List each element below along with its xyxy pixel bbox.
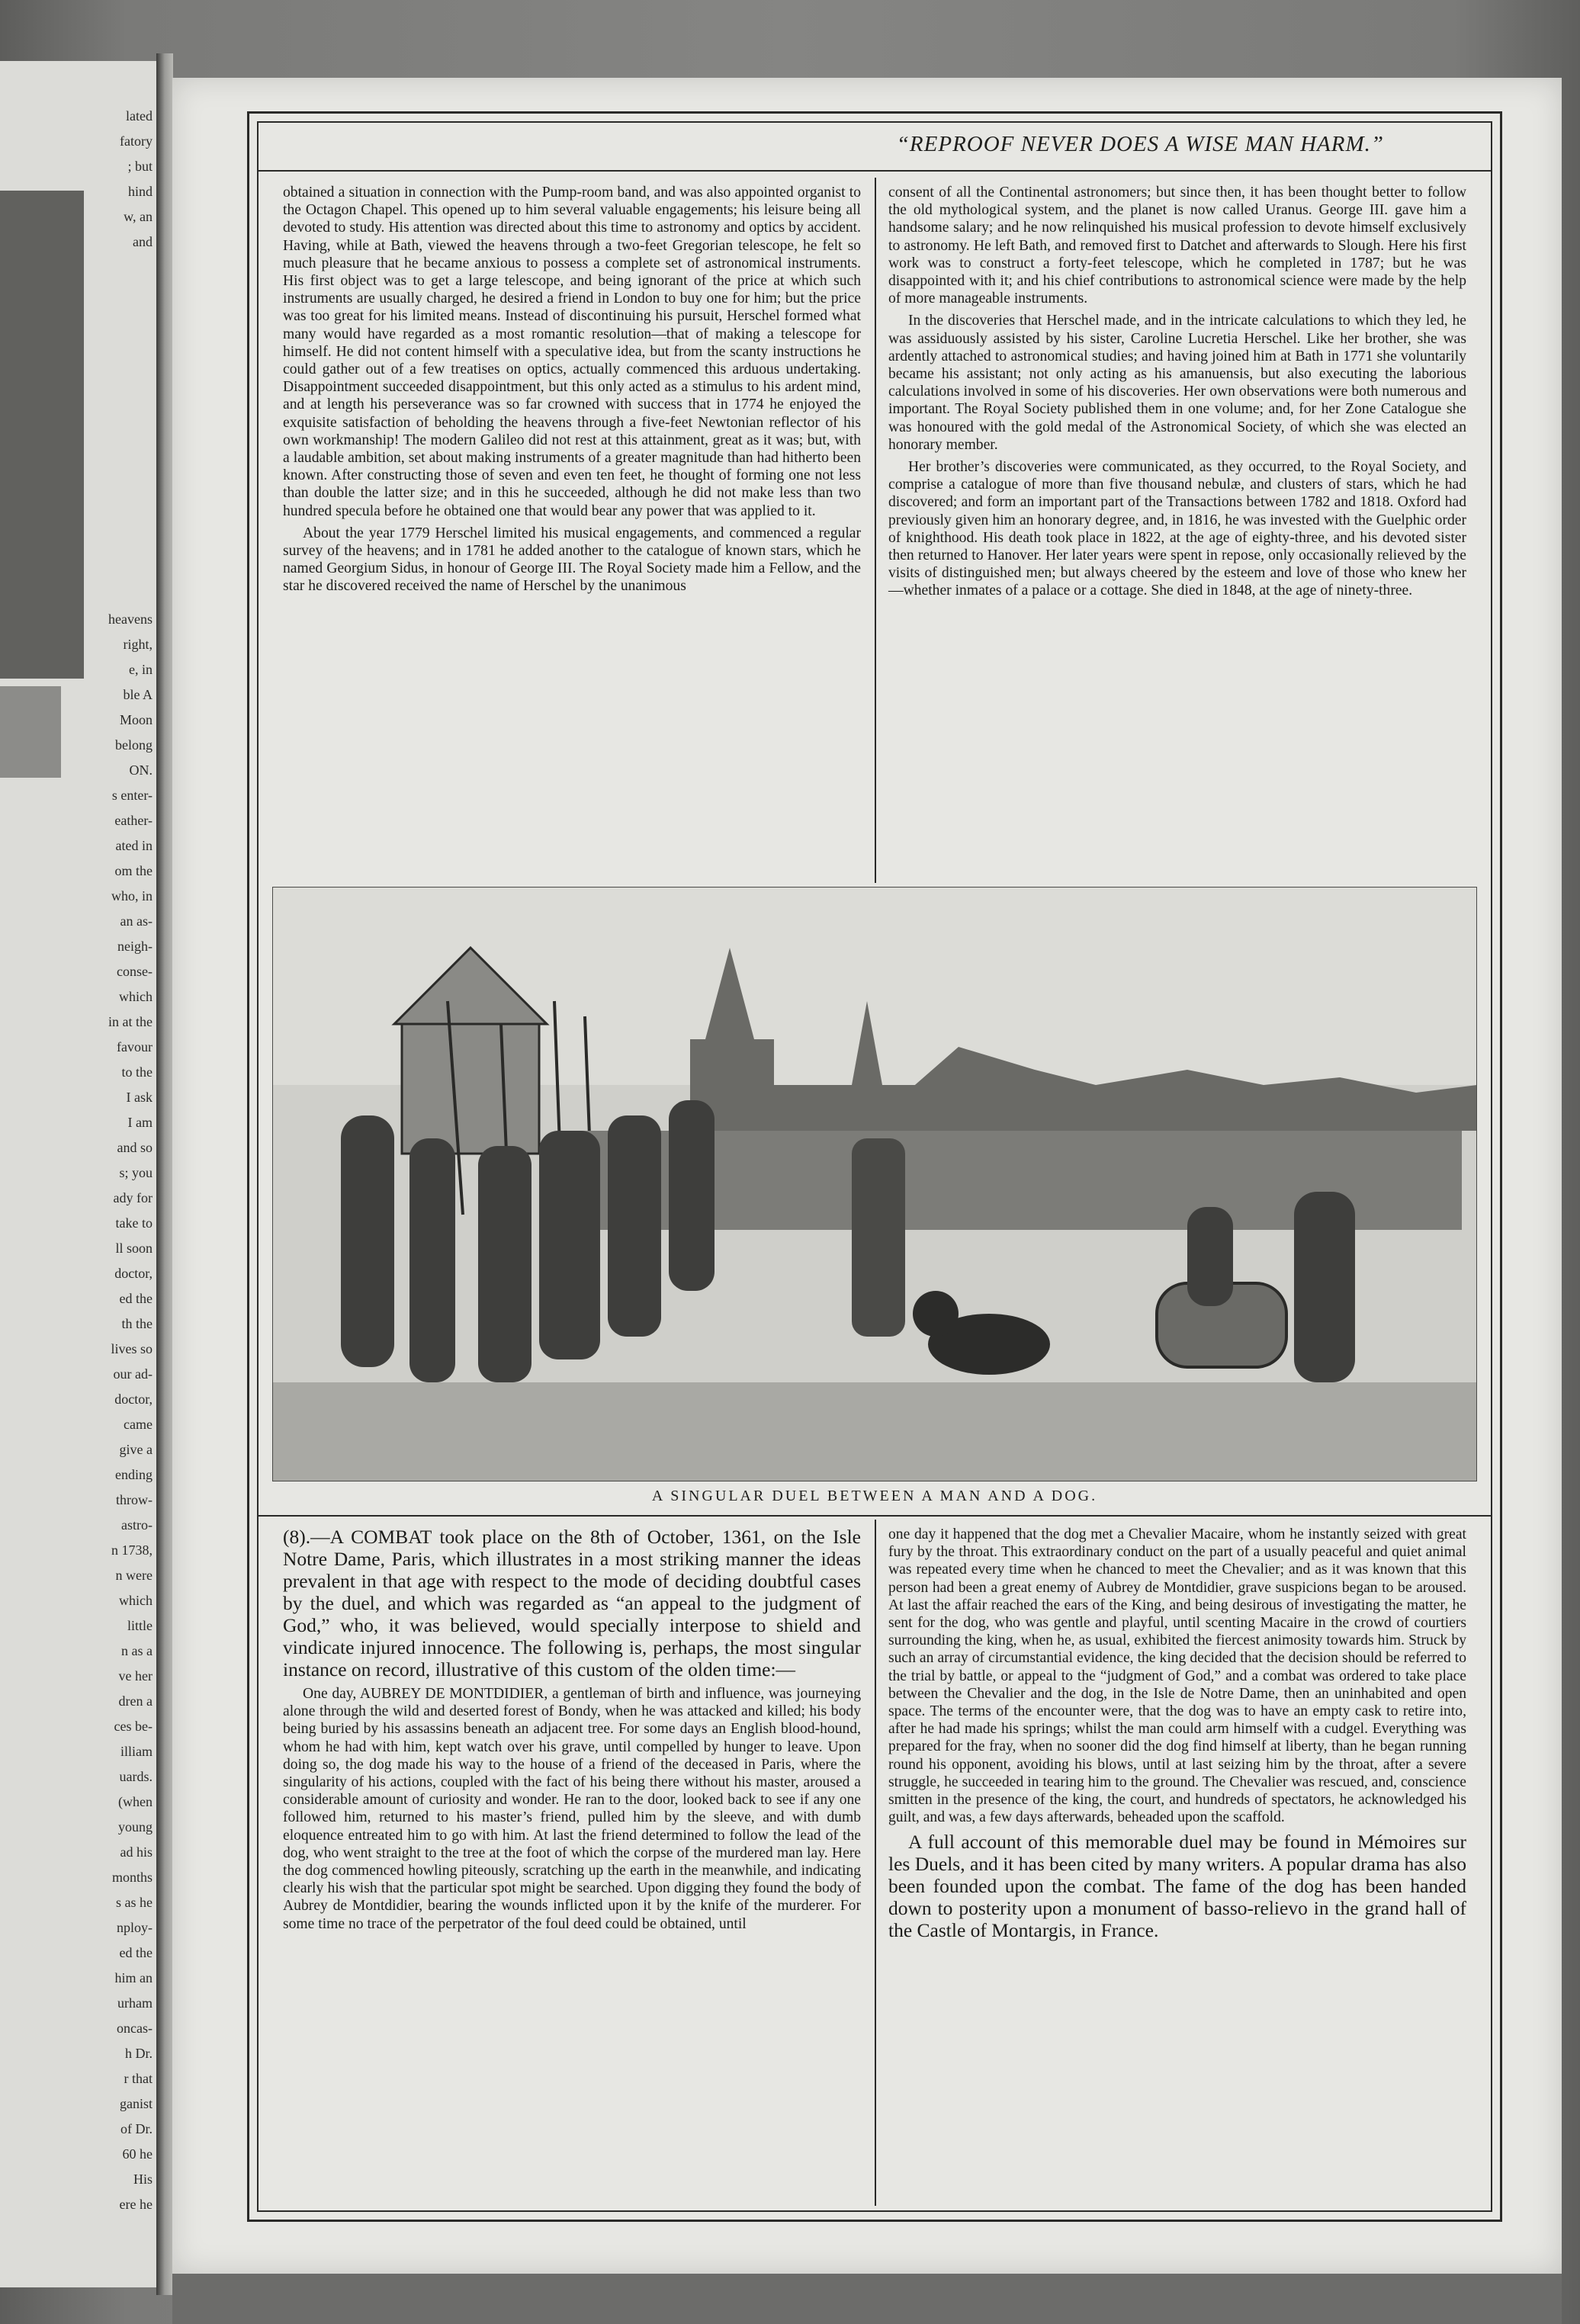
left-page-fragment: dren a bbox=[118, 1693, 153, 1709]
left-page-fragment: s; you bbox=[119, 1165, 153, 1180]
left-page-fragment: uards. bbox=[119, 1769, 153, 1784]
left-page-fragment: take to bbox=[115, 1215, 153, 1231]
paragraph: (8).—A COMBAT took place on the 8th of October, 1361, on the Isle Notre Dame, Paris, which illustrates in a most striking manner the ideas prevalent in that age with respect to the mode of deciding doubtful cases by the duel, and which was regarded as “an appeal to the judgment of God,” who, it was believed, would specially interpose to shield and vindicate injured innocence. The following is, perhaps, the most singular instance on record, illustrative of this custom of the olden time:— bbox=[283, 1526, 861, 1680]
illustration-caption: A SINGULAR DUEL BETWEEN A MAN AND A DOG. bbox=[651, 1488, 1098, 1504]
left-page-fragment: neigh- bbox=[117, 939, 153, 954]
left-page-fragment: ve her bbox=[118, 1668, 153, 1684]
left-page-fragment: His bbox=[133, 2172, 153, 2187]
left-page-fragment: and bbox=[133, 234, 153, 249]
left-page-fragment: ere he bbox=[119, 2197, 153, 2212]
left-page-fragment: fatory bbox=[120, 133, 153, 149]
left-page-fragment: throw- bbox=[116, 1492, 153, 1507]
left-page-fragment: him an bbox=[114, 1970, 153, 1985]
left-page-fragment: h Dr. bbox=[125, 2046, 153, 2061]
left-page-fragment: ated in bbox=[115, 838, 153, 853]
left-page-fragment: r that bbox=[124, 2071, 153, 2086]
left-page-fragment: astro- bbox=[121, 1517, 153, 1533]
left-page-fragment: (when bbox=[118, 1794, 153, 1809]
left-page-fragment: and so bbox=[117, 1140, 153, 1155]
left-page-fragment: nploy- bbox=[117, 1920, 153, 1935]
left-page-fragment: illiam bbox=[120, 1744, 153, 1759]
left-page-fragment: w, an bbox=[124, 209, 153, 224]
left-page-fragment: s as he bbox=[116, 1895, 153, 1910]
left-page-fragment: ganist bbox=[120, 2096, 153, 2111]
left-page-fragment: ad his bbox=[120, 1844, 153, 1860]
left-page-fragment: ces be- bbox=[114, 1719, 153, 1734]
left-page-fragment: give a bbox=[119, 1442, 153, 1457]
left-page-fragment: n 1738, bbox=[111, 1542, 153, 1558]
column-left-top bbox=[283, 184, 861, 600]
left-page-fragment: heavens bbox=[108, 611, 153, 627]
left-page-fragment: I ask bbox=[126, 1090, 153, 1105]
column-left-bottom bbox=[283, 1526, 861, 1937]
left-page-fragment: doctor, bbox=[114, 1266, 153, 1281]
left-page-fragment: right, bbox=[123, 637, 153, 652]
running-title: “REPROOF NEVER DOES A WISE MAN HARM.” bbox=[896, 132, 1384, 156]
column-right-bottom bbox=[888, 1526, 1466, 1946]
paragraph: Her brother’s discoveries were communicated, as they occurred, to the Royal Society, and comprise a catalogue of more than five thousand nebulæ, and clusters of stars, which he had discovered; and form an important part of the Transactions between 1782 and 1818. Oxford had previously given him an honorary degree, and, in 1816, he was invested with the Guelphic order of knighthood. His death took place in 1822, at the age of eighty-three, and his devoted sister then returned to Hanover. Her later years were spent in repose, only occasionally relieved by the visits of distinguished men; but always cheered by the esteem and love of those who knew her—whether inmates of a palace or a cottage. She died in 1848, at the age of ninety-three. bbox=[888, 459, 1466, 599]
header-rule bbox=[259, 170, 1491, 172]
paragraph: one day it happened that the dog met a Chevalier Macaire, whom he instantly seized with great fury by the throat. This extraordinary conduct on the part of a usually peaceful and quiet animal was repeated every time when he chanced to meet the Chevalier; and as it was known that this person had been a great enemy of Aubrey de Montdidier, grave suspicions began to be aroused. At last the affair reached the ears of the King, and being desirous of investigating the matter, he sent for the dog, who was gentle and playful, until scenting Macaire in the crowd of courtiers surrounding the king, when he, as usual, exhibited the fiercest animosity towards him. Struck by such an array of circumstantial evidence, the king decided that the decision should be referred to the trial by battle, or appeal to the “judgment of God,” and a combat was ordered to take place between the Chevalier and the dog, in the Isle de Notre Dame, then an uninhabited and open space. The terms of the encounter were, that the dog was to have an empty cask to retire into, after he had made his springs; whilst the man could arm himself with a cudgel. Everything was prepared for the fray, when no sooner did the dog find himself at liberty, than he began running round his opponent, avoiding his blows, until at last seizing him by the throat, after a severe struggle, he succeeded in tearing him to the ground. The Chevalier was rescued, and, conscience smitten in the presence of the king, the court, and hundreds of spectators, he acknowledged his guilt, and was, a few days afterwards, beheaded upon the scaffold. bbox=[888, 1526, 1466, 1826]
column-divider bbox=[875, 1520, 876, 2206]
left-page-fragment: ON. bbox=[129, 762, 153, 778]
left-page-fragment: in at the bbox=[108, 1014, 153, 1029]
left-page-fragment: doctor, bbox=[114, 1392, 153, 1407]
left-page-fragment: s enter- bbox=[111, 788, 153, 803]
left-page-fragment: I am bbox=[127, 1115, 153, 1130]
left-page-fragment: came bbox=[124, 1417, 153, 1432]
left-page-fragment: lated bbox=[126, 108, 153, 124]
left-page-fragment: of Dr. bbox=[120, 2121, 153, 2136]
left-page-fragment: urham bbox=[117, 1995, 153, 2011]
page-frame bbox=[247, 111, 1502, 2222]
left-page-fragment: ; but bbox=[127, 159, 153, 174]
left-page-fragment: 60 he bbox=[122, 2146, 153, 2162]
left-page-fragment: belong bbox=[115, 737, 153, 753]
left-page-fragment: Moon bbox=[119, 712, 153, 727]
paragraph: obtained a situation in connection with the Pump-room band, and was also appointed organist to the Octagon Chapel. This opened up to him several valuable engagements; his leisure being all devoted to study. His attention was directed about this time to astronomy and optics by accident. Having, while at Bath, viewed the heavens through a two-feet Gregorian telescope, he felt so much pleasure that he became anxious to possess a complete set of astronomical instruments. His first object was to get a large telescope, and being ignorant of the price at which such instruments are usually charged, he desired a friend in London to buy one for him; but the price was too great for his limited means. Instead of discontinuing his pursuit, Herschel formed what many would have regarded as a most romantic resolution—that of making a telescope for himself. He did not content himself with a speculative idea, but from the scanty instructions he could gather out of a few treatises on optics, actually commenced this arduous undertaking. Disappointment succeeded disappointment, but this only acted as a stimulus to his ardent mind, and at length his perseverance was so far crowned with success that in 1774 he enjoyed the exquisite satisfaction of beholding the heavens through a five-feet Newtonian reflector of his own workmanship! The modern Galileo did not rest at this attainment, great as it was; but, with a laudable ambition, set about making instruments of a greater magnitude than had hitherto been known. After constructing those of seven and even ten feet, he thought of forming one not less than double the latter size; and in this he succeeded, although he did not make less than two hundred specula before he obtained one that would bear any power that was applied to it. bbox=[283, 185, 861, 519]
main-page bbox=[172, 78, 1562, 2274]
column-right-top bbox=[888, 184, 1466, 605]
left-page-fragment: conse- bbox=[117, 964, 153, 979]
paragraph: In the discoveries that Herschel made, and in the intricate calculations to which they led, he was assiduously assisted by his sister, Caroline Lucretia Herschel. Like her brother, she was ardently attached to astronomical studies; and having joined him at Bath in 1771 she voluntarily became his assistant; not only acting as his amanuensis, but also executing the laborious calculations involved in some of his discoveries. Her own observations were both numerous and important. The Royal Society published them in one volume; and, for her Zone Catalogue she was honoured with the gold medal of the Astronomical Society, of which she was elected an honorary member. bbox=[888, 313, 1466, 453]
left-page-fragment: eather- bbox=[114, 813, 153, 828]
engraving-duel-illustration bbox=[272, 887, 1477, 1481]
left-page-fragment: an as- bbox=[120, 913, 153, 929]
left-page-fragment: oncas- bbox=[117, 2021, 153, 2036]
left-page-fragment: hind bbox=[127, 184, 153, 199]
left-page-fragment: months bbox=[111, 1870, 153, 1885]
left-page-fragment: little bbox=[127, 1618, 153, 1633]
left-page-fragment: om the bbox=[114, 863, 153, 878]
left-page-fragment: which bbox=[119, 1593, 153, 1608]
column-divider bbox=[875, 178, 876, 883]
left-page-fragment: favour bbox=[117, 1039, 153, 1054]
left-page-fragment: ed the bbox=[119, 1291, 153, 1306]
left-page-fragment: ll soon bbox=[115, 1241, 153, 1256]
left-page-fragment: to the bbox=[121, 1064, 153, 1080]
paragraph: About the year 1779 Herschel limited his musical engagements, and commenced a regular survey of the heavens; and in 1781 he added another to the catalogue of known stars, which he named Georgium Sidus, in honour of George III. The Royal Society made him a Fellow, and the star he discovered received the name of Herschel by the unanimous bbox=[283, 525, 861, 595]
left-page-fragment: ady for bbox=[113, 1190, 153, 1205]
left-page-fragment: ending bbox=[115, 1467, 153, 1482]
caption-rule bbox=[259, 1515, 1491, 1517]
left-page-fragment: our ad- bbox=[113, 1366, 153, 1382]
page-frame-inner bbox=[257, 121, 1492, 2212]
left-page-fragment: ed the bbox=[119, 1945, 153, 1960]
left-page-fragment: n were bbox=[115, 1568, 153, 1583]
left-page-engraving bbox=[0, 191, 84, 679]
left-facing-page bbox=[0, 61, 159, 2287]
left-page-fragment: which bbox=[119, 989, 153, 1004]
left-page-fragment: th the bbox=[121, 1316, 153, 1331]
left-page-fragment: lives so bbox=[111, 1341, 153, 1356]
left-page-fragment: young bbox=[118, 1819, 153, 1834]
paragraph: consent of all the Continental astronomers; but since then, it has been thought better to follow the old mythological system, and the planet is now called Uranus. George III. gave him a handsome salary; and he now relinquished his musical profession to devote himself exclusively to astronomy. He left Bath, and removed first to Datchet and afterwards to Slough. Here his first work was to construct a forty-feet telescope, which he completed in 1787; but he was disappointed with it; and his chief contributions to astronomical science were made by the help of more manageable instruments. bbox=[888, 185, 1466, 307]
paragraph: One day, AUBREY DE MONTDIDIER, a gentleman of birth and influence, was journeying alone through the wild and deserted forest of Bondy, when he was attacked and killed; his body being buried by his assassins beneath an adjacent tree. For some days an English blood-hound, whom he had with him, kept watch over his grave, until compelled by hunger to leave. Upon doing so, the dog made his way to the house of a friend of the deceased in Paris, where the singularity of his actions, coupled with the fact of his being there without his master, aroused a considerable amount of curiosity and wonder. He ran to the door, looked back to see if any one followed him, returned to his master’s friend, pulled him by the sleeve, and with dumb eloquence entreated him to go with him. At last the friend determined to follow the lead of the dog, who went straight to the tree at the foot of which the corpse of the murdered man lay. Here the dog commenced howling piteously, scratching up the earth in the meanwhile, and indicating clearly his wish that the particular spot might be searched. Upon digging they found the body of Aubrey de Montdidier, bearing the wounds inflicted upon it by the knife of the murderer. For some time no trace of the perpetrator of the foul deed could be obtained, until bbox=[283, 1686, 861, 1932]
left-page-fragment: e, in bbox=[129, 662, 153, 677]
paragraph: A full account of this memorable duel may be found in Mémoires sur les Duels, and it has been cited by many writers. A popular drama has also been founded upon the combat. The fame of the dog has been handed down to posterity upon a monument of basso-relievo in the grand hall of the Castle of Montargis, in France. bbox=[888, 1831, 1466, 1942]
scan-bottom-edge bbox=[172, 2274, 1562, 2324]
left-page-fragment: ble A bbox=[123, 687, 153, 702]
left-page-fragment: n as a bbox=[121, 1643, 153, 1658]
book-gutter bbox=[156, 53, 173, 2295]
left-page-fragment: who, in bbox=[111, 888, 153, 904]
